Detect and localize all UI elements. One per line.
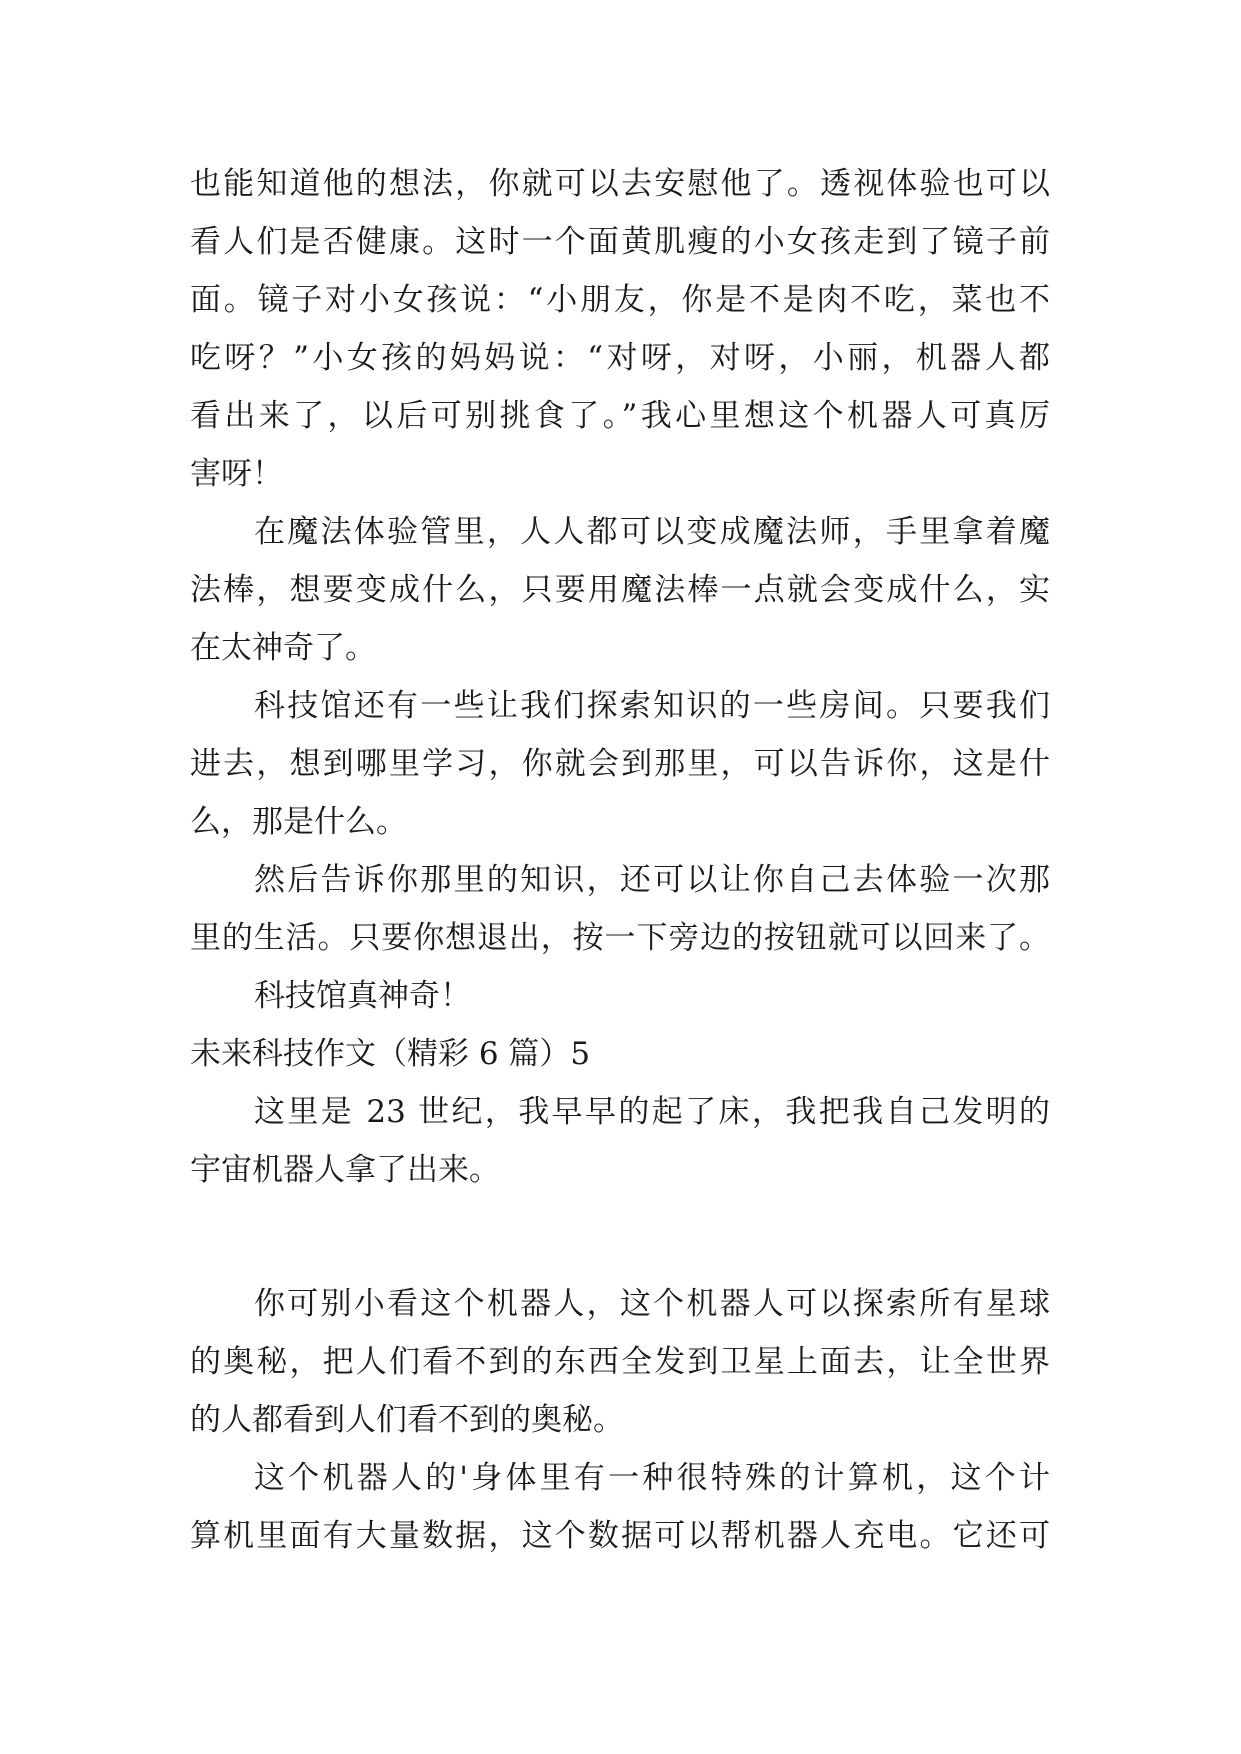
text-line: 看人们是否健康。这时一个面黄肌瘦的小女孩走到了镜子前 [190,224,1050,260]
text-line: 在太神奇了。 [190,630,376,666]
text-line: 么，那是什么。 [190,804,407,840]
text-line: 也能知道他的想法，你就可以去安慰他了。透视体验也可以 [190,166,1050,202]
text-line: 科技馆还有一些让我们探索知识的一些房间。只要我们 [254,688,1050,724]
text-line: 这个机器人的'身体里有一种很特殊的计算机，这个计 [254,1460,1050,1496]
blank-gap [190,1199,1050,1257]
text-line: 里的生活。只要你想退出，按一下旁边的按钮就可以回来了。 [190,920,1050,956]
text-line: 面。镜子对小女孩说：“小朋友，你是不是肉不吃，菜也不 [190,282,1050,318]
text-line: 你可别小看这个机器人，这个机器人可以探索所有星球 [254,1286,1050,1322]
text-line: 进去，想到哪里学习，你就会到那里，可以告诉你，这是什 [190,746,1050,782]
paragraph-7 [190,1275,1050,1449]
text-line: 法棒，想要变成什么，只要用魔法棒一点就会变成什么，实 [190,572,1050,608]
text-line: 宇宙机器人拿了出来。 [190,1152,500,1188]
paragraph-3 [190,677,1050,851]
paragraph-4 [190,851,1050,967]
text-line: 算机里面有大量数据，这个数据可以帮机器人充电。它还可 [190,1518,1050,1554]
text-line: 在魔法体验管里，人人都可以变成魔法师，手里拿着魔 [254,514,1050,550]
text-line: 吃呀？”小女孩的妈妈说：“对呀，对呀，小丽，机器人都 [190,340,1050,376]
text-line: 的人都看到人们看不到的奥秘。 [190,1402,624,1438]
paragraph-6 [190,1083,1050,1199]
document-page [190,155,1050,1565]
text-line: 然后告诉你那里的知识，还可以让你自己去体验一次那 [254,862,1050,898]
section-title: 未来科技作文（精彩 6 篇）5 [190,1036,591,1072]
paragraph-5 [190,967,1050,1025]
paragraph-1 [190,155,1050,503]
text-line: 看出来了，以后可别挑食了。”我心里想这个机器人可真厉 [190,398,1050,434]
paragraph-8 [190,1449,1050,1565]
text-line: 的奥秘，把人们看不到的东西全发到卫星上面去，让全世界 [190,1344,1050,1380]
text-line: 科技馆真神奇！ [254,978,471,1014]
text-line: 这里是 23 世纪，我早早的起了床，我把我自己发明的 [254,1094,1050,1130]
paragraph-2 [190,503,1050,677]
text-line: 害呀！ [190,456,283,492]
